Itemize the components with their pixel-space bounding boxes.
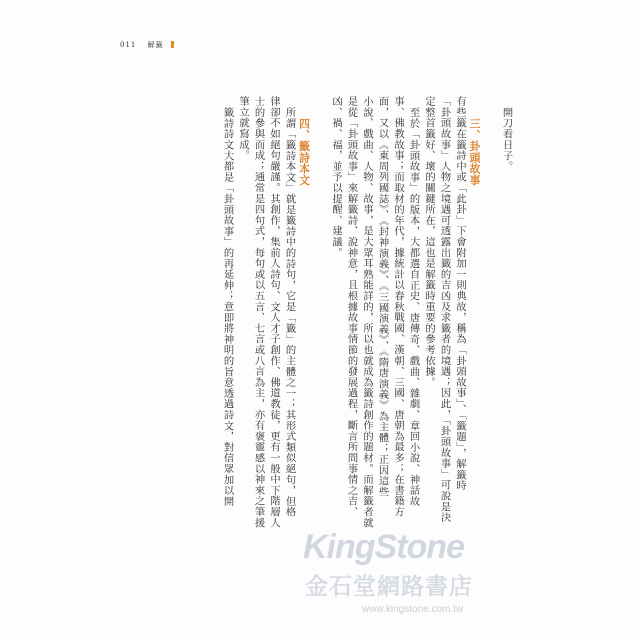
page-number: 011: [120, 41, 137, 49]
text-column: 律卻不如絕句嚴謹。其創作，集前人詩句、文人才子創作、佛道教徒，更有一般中下階層人: [268, 96, 280, 528]
watermark-chinese: 金石堂網路書店: [305, 574, 473, 600]
text-column: 凶、禍、福，並予以提醒、建議。: [330, 96, 342, 258]
text-column: 所謂「籤詩本文」就是籤詩中的詩句，它是「籤」的主體之一；其形式類似絕句，但格: [283, 107, 296, 518]
text-column: 小說、戲曲、人物、故事，是大眾耳熟能詳的，所以也就成為籤詩創作的題材。而解籤者就: [361, 96, 373, 528]
text-column: 筆立就寫成。: [237, 96, 249, 161]
watermark-url: www.kingstone.com.tw: [362, 604, 464, 615]
text-column: 籤詩詩文大都是「卦頭故事」的再延伸；意即將神明的旨意透過詩文，對信眾加以開: [221, 107, 234, 507]
section-heading: 三、卦頭故事: [468, 118, 482, 186]
text-column: 定整首籤好、壞的關鍵所在，這也是解籤時重要的參考依據。: [423, 96, 435, 388]
text-column: 面，又以《東周列國誌》、《封神演義》、《三國演義》、《隋唐演義》為主體；正因這些: [376, 96, 389, 498]
section-marker-icon: [171, 41, 174, 48]
text-column: 事、佛教故事；而取材的年代，據統計以春秋戰國、漢朝、三國、唐朝為最多；在書籍方: [392, 96, 404, 518]
text-column: 有些籤在籤詩中或「此卦」下會附加一則典故，稱為「卦頭故事」、「籤題」，解籤時: [454, 96, 466, 491]
section-title: 解籤: [147, 41, 164, 49]
watermark-brand: KingStone: [303, 528, 464, 566]
text-column: 至於「卦頭故事」的版本，大都選自正史、唐傳奇、戲曲、雜劇、章回小說、神話故: [407, 107, 420, 507]
text-column: 「卦頭故事」人物之境遇可透露出籤的吉凶及求籤者的境遇；因此，「卦頭故事」可說是決: [438, 96, 451, 523]
text-column: 士的參與而成；通常是四句式，每句或以五言、七言或八言為主，亦有褒靈感以神來之筆援: [252, 96, 265, 528]
text-column: 是從「卦頭故事」來解籤詩、說神意，且根據故事情節的發展過程，斷言所問事情之吉、: [345, 96, 358, 518]
section-heading: 四、籤詩本文: [298, 118, 311, 186]
running-header: [120, 40, 174, 50]
text-column: 開刀看日子。: [500, 107, 513, 172]
